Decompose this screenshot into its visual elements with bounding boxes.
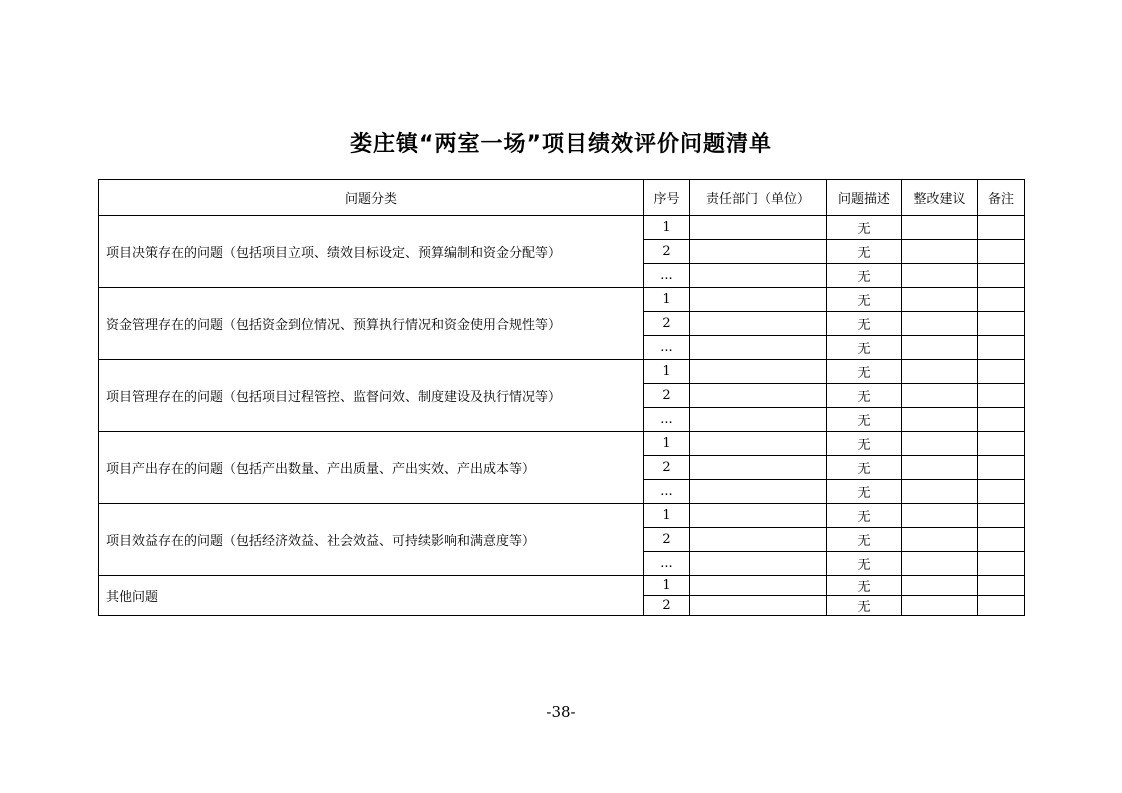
category-cell: 项目决策存在的问题（包括项目立项、绩效目标设定、预算编制和资金分配等） [99, 216, 644, 288]
description-cell: 无 [827, 360, 902, 384]
description-cell: 无 [827, 480, 902, 504]
table-row [99, 216, 1025, 240]
suggestion-cell [902, 264, 978, 288]
description-cell: 无 [827, 288, 902, 312]
category-cell: 项目效益存在的问题（包括经济效益、社会效益、可持续影响和满意度等） [99, 504, 644, 576]
header-suggestion: 整改建议 [902, 180, 978, 216]
suggestion-cell [902, 576, 978, 596]
description-cell: 无 [827, 312, 902, 336]
remarks-cell [978, 576, 1025, 596]
suggestion-cell [902, 384, 978, 408]
index-cell: 1 [644, 576, 690, 596]
remarks-cell [978, 432, 1025, 456]
department-cell [690, 288, 827, 312]
header-department: 责任部门（单位） [690, 180, 827, 216]
table-body [99, 216, 1025, 616]
table-row [99, 504, 1025, 528]
remarks-cell [978, 312, 1025, 336]
remarks-cell [978, 552, 1025, 576]
index-cell: 2 [644, 596, 690, 616]
suggestion-cell [902, 432, 978, 456]
suggestion-cell [902, 596, 978, 616]
header-row [99, 180, 1025, 216]
remarks-cell [978, 216, 1025, 240]
description-cell: 无 [827, 216, 902, 240]
department-cell [690, 216, 827, 240]
table-row [99, 360, 1025, 384]
department-cell [690, 408, 827, 432]
department-cell [690, 576, 827, 596]
department-cell [690, 432, 827, 456]
department-cell [690, 456, 827, 480]
index-cell: 1 [644, 216, 690, 240]
table-row [99, 432, 1025, 456]
index-cell: ... [644, 480, 690, 504]
suggestion-cell [902, 288, 978, 312]
department-cell [690, 312, 827, 336]
remarks-cell [978, 596, 1025, 616]
description-cell: 无 [827, 456, 902, 480]
remarks-cell [978, 360, 1025, 384]
department-cell [690, 528, 827, 552]
remarks-cell [978, 240, 1025, 264]
index-cell: 2 [644, 312, 690, 336]
table-header [99, 180, 1025, 216]
description-cell: 无 [827, 240, 902, 264]
index-cell: 1 [644, 360, 690, 384]
description-cell: 无 [827, 576, 902, 596]
description-cell: 无 [827, 596, 902, 616]
department-cell [690, 360, 827, 384]
suggestion-cell [902, 240, 978, 264]
suggestion-cell [902, 552, 978, 576]
category-cell: 资金管理存在的问题（包括资金到位情况、预算执行情况和资金使用合规性等） [99, 288, 644, 360]
description-cell: 无 [827, 504, 902, 528]
table-row [99, 288, 1025, 312]
suggestion-cell [902, 504, 978, 528]
category-cell: 其他问题 [99, 576, 644, 616]
page-number: -38- [546, 703, 576, 721]
department-cell [690, 480, 827, 504]
header-remarks: 备注 [978, 180, 1025, 216]
suggestion-cell [902, 360, 978, 384]
remarks-cell [978, 504, 1025, 528]
index-cell: 1 [644, 504, 690, 528]
suggestion-cell [902, 216, 978, 240]
description-cell: 无 [827, 432, 902, 456]
page-title: 娄庄镇“两室一场”项目绩效评价问题清单 [350, 132, 772, 157]
remarks-cell [978, 456, 1025, 480]
suggestion-cell [902, 312, 978, 336]
index-cell: ... [644, 264, 690, 288]
description-cell: 无 [827, 552, 902, 576]
index-cell: 2 [644, 240, 690, 264]
department-cell [690, 504, 827, 528]
remarks-cell [978, 384, 1025, 408]
remarks-cell [978, 408, 1025, 432]
description-cell: 无 [827, 408, 902, 432]
remarks-cell [978, 264, 1025, 288]
remarks-cell [978, 288, 1025, 312]
header-index: 序号 [644, 180, 690, 216]
description-cell: 无 [827, 384, 902, 408]
category-cell: 项目产出存在的问题（包括产出数量、产出质量、产出实效、产出成本等） [99, 432, 644, 504]
index-cell: 2 [644, 384, 690, 408]
index-cell: ... [644, 408, 690, 432]
department-cell [690, 384, 827, 408]
department-cell [690, 264, 827, 288]
category-cell: 项目管理存在的问题（包括项目过程管控、监督问效、制度建设及执行情况等） [99, 360, 644, 432]
remarks-cell [978, 528, 1025, 552]
description-cell: 无 [827, 264, 902, 288]
suggestion-cell [902, 456, 978, 480]
remarks-cell [978, 336, 1025, 360]
department-cell [690, 552, 827, 576]
description-cell: 无 [827, 528, 902, 552]
description-cell: 无 [827, 336, 902, 360]
table-row [99, 576, 1025, 596]
suggestion-cell [902, 408, 978, 432]
suggestion-cell [902, 480, 978, 504]
header-category: 问题分类 [99, 180, 644, 216]
department-cell [690, 240, 827, 264]
index-cell: 1 [644, 432, 690, 456]
department-cell [690, 596, 827, 616]
suggestion-cell [902, 528, 978, 552]
index-cell: ... [644, 552, 690, 576]
index-cell: 2 [644, 528, 690, 552]
header-description: 问题描述 [827, 180, 902, 216]
index-cell: 1 [644, 288, 690, 312]
issue-list-table [98, 179, 1025, 616]
department-cell [690, 336, 827, 360]
index-cell: ... [644, 336, 690, 360]
index-cell: 2 [644, 456, 690, 480]
remarks-cell [978, 480, 1025, 504]
suggestion-cell [902, 336, 978, 360]
